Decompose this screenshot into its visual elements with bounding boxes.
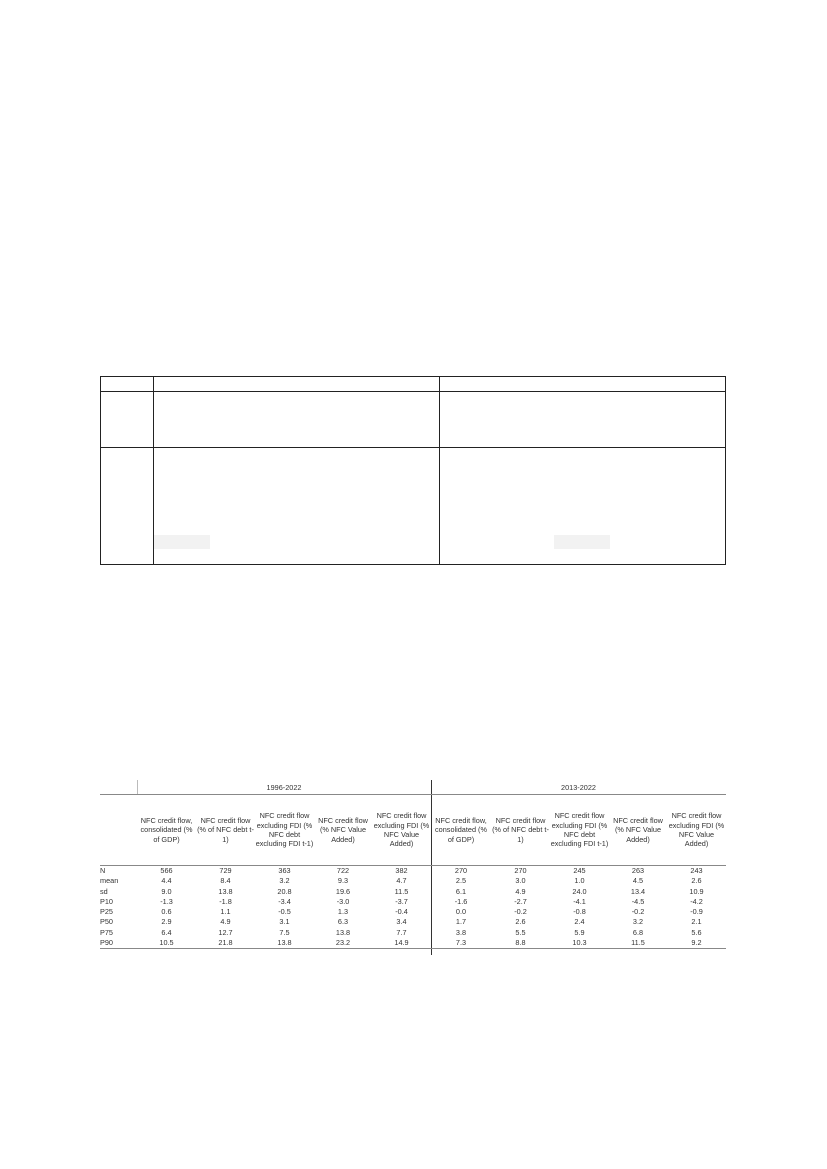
column-header: NFC credit flow (% NFC Value Added) <box>613 815 663 844</box>
table-cell: 270 <box>514 866 527 875</box>
table-cell: 243 <box>690 866 703 875</box>
table-cell: -0.5 <box>278 907 291 917</box>
row-label: P50 <box>100 917 113 927</box>
table-cell: 270 <box>454 866 468 875</box>
column-header: NFC credit flow, consolidated (% of GDP) <box>435 815 487 844</box>
table-cell: 0.6 <box>161 907 172 917</box>
summary-statistics-table <box>100 780 726 949</box>
table-cell: 263 <box>631 866 645 875</box>
table-cell: 19.6 <box>335 886 351 896</box>
table-cell: 13.4 <box>630 886 646 896</box>
table-cell: 566 <box>160 866 173 875</box>
table-cell: -3.7 <box>395 896 408 906</box>
table-cell: 7.7 <box>396 927 407 937</box>
table-cell: -4.2 <box>690 896 703 906</box>
table-cell: 8.8 <box>515 938 526 948</box>
table-cell: 12.7 <box>218 927 233 937</box>
table-cell: 5.9 <box>574 927 585 937</box>
table-cell: 4.4 <box>161 876 172 886</box>
row-label: P10 <box>100 896 113 906</box>
table-cell: 24.0 <box>572 886 587 896</box>
table-cell: 2.6 <box>691 876 702 886</box>
table-cell: 8.4 <box>220 876 231 886</box>
table-cell: 2.9 <box>161 917 172 927</box>
frame-shaded-cell-left <box>154 535 210 549</box>
table-cell: 2.1 <box>691 917 702 927</box>
table-cell: 1.1 <box>220 907 231 917</box>
table-cell: -3.4 <box>278 896 291 906</box>
empty-framed-table <box>100 376 726 565</box>
table-cell: 3.0 <box>515 876 526 886</box>
row-label: P75 <box>100 927 113 937</box>
table-row <box>100 938 726 949</box>
table-cell: 13.8 <box>218 886 233 896</box>
row-label: N <box>100 866 106 875</box>
row-label: sd <box>100 886 108 896</box>
table-cell: 3.4 <box>396 917 407 927</box>
table-cell: 5.6 <box>691 927 702 937</box>
frame-row-divider-2 <box>101 447 725 448</box>
table-cell: 13.8 <box>335 927 351 937</box>
table-cell: 0.0 <box>455 907 467 917</box>
column-header: NFC credit flow (% of NFC debt t-1) <box>197 815 254 844</box>
table-cell: -2.7 <box>514 896 527 906</box>
table-cell: 2.5 <box>455 876 467 886</box>
table-cell: 4.7 <box>396 876 407 886</box>
row-label: P90 <box>100 938 113 948</box>
table-cell: 1.3 <box>337 907 349 917</box>
table-cell: 7.3 <box>455 938 467 948</box>
frame-column-divider-2 <box>439 377 440 564</box>
row-label: mean <box>100 876 119 886</box>
table-cell: 7.5 <box>279 927 290 937</box>
table-cell: 13.8 <box>277 938 292 948</box>
table-cell: -4.1 <box>573 896 586 906</box>
column-header: NFC credit flow (% NFC Value Added) <box>318 815 368 844</box>
table-cell: 1.0 <box>574 876 585 886</box>
table-cell: 3.2 <box>632 917 644 927</box>
table-cell: 6.4 <box>161 927 172 937</box>
table-cell: 6.3 <box>337 917 349 927</box>
column-header: NFC credit flow excluding FDI (% NFC debt excluding FDI t-1) <box>255 811 314 849</box>
table-cell: -0.2 <box>514 907 527 917</box>
period-header-row <box>100 780 726 795</box>
table-cell: 14.9 <box>394 938 409 948</box>
table-cell: 21.8 <box>218 938 233 948</box>
table-row <box>100 928 726 938</box>
table-cell: -0.4 <box>395 907 408 917</box>
column-header: NFC credit flow excluding FDI (% NFC Value Added) <box>668 811 725 849</box>
table-cell: 5.5 <box>515 927 526 937</box>
table-cell: 10.5 <box>159 938 174 948</box>
table-cell: 20.8 <box>277 886 292 896</box>
table-cell: -4.5 <box>631 896 645 906</box>
table-cell: 363 <box>278 866 291 875</box>
table-cell: 11.5 <box>631 938 645 948</box>
table-row <box>100 897 726 907</box>
table-cell: -1.8 <box>219 896 232 906</box>
table-row <box>100 907 726 917</box>
frame-row-divider-1 <box>101 391 725 392</box>
table-cell: 10.9 <box>689 886 704 896</box>
table-cell: 3.2 <box>279 876 290 886</box>
table-cell: 722 <box>336 866 350 875</box>
table-cell: 245 <box>573 866 586 875</box>
table-cell: 2.6 <box>515 917 526 927</box>
table-cell: 9.2 <box>691 938 702 948</box>
table-cell: 4.9 <box>515 886 526 896</box>
column-header: NFC credit flow, consolidated (% of GDP) <box>140 815 193 844</box>
table-cell: 23.2 <box>335 938 351 948</box>
table-row <box>100 917 726 927</box>
period-label-1: 1996-2022 <box>266 783 302 792</box>
table-row <box>100 876 726 886</box>
table-cell: -0.8 <box>573 907 586 917</box>
table-cell: 9.0 <box>161 886 172 896</box>
table-cell: 2.4 <box>574 917 585 927</box>
column-header: NFC credit flow excluding FDI (% NFC Value Added) <box>373 811 430 849</box>
table-body <box>100 866 726 949</box>
table-cell: -1.6 <box>454 896 468 906</box>
table-cell: 729 <box>219 866 232 875</box>
table-cell: -0.9 <box>690 907 703 917</box>
table-cell: 3.8 <box>455 927 467 937</box>
table-cell: 10.3 <box>572 938 587 948</box>
table-cell: 3.1 <box>279 917 290 927</box>
period-label-2: 2013-2022 <box>561 783 596 792</box>
table-row <box>100 887 726 897</box>
column-header-row <box>100 795 726 866</box>
table-cell: 382 <box>395 866 408 875</box>
table-cell: 6.1 <box>455 886 467 896</box>
table-cell: 11.5 <box>394 886 409 896</box>
column-header: NFC credit flow (% of NFC debt t-1) <box>492 815 549 844</box>
table-cell: -0.2 <box>631 907 645 917</box>
row-label: P25 <box>100 907 113 917</box>
frame-shaded-cell-right <box>554 535 610 549</box>
table-cell: 4.5 <box>632 876 644 886</box>
table-cell: 4.9 <box>220 917 231 927</box>
table-cell: -1.3 <box>160 896 173 906</box>
table-cell: 6.8 <box>632 927 644 937</box>
table-cell: 1.7 <box>455 917 467 927</box>
column-header: NFC credit flow excluding FDI (% NFC debt excluding FDI t-1) <box>550 811 609 849</box>
table-cell: -3.0 <box>336 896 350 906</box>
table-row <box>100 866 726 876</box>
table-cell: 9.3 <box>337 876 349 886</box>
